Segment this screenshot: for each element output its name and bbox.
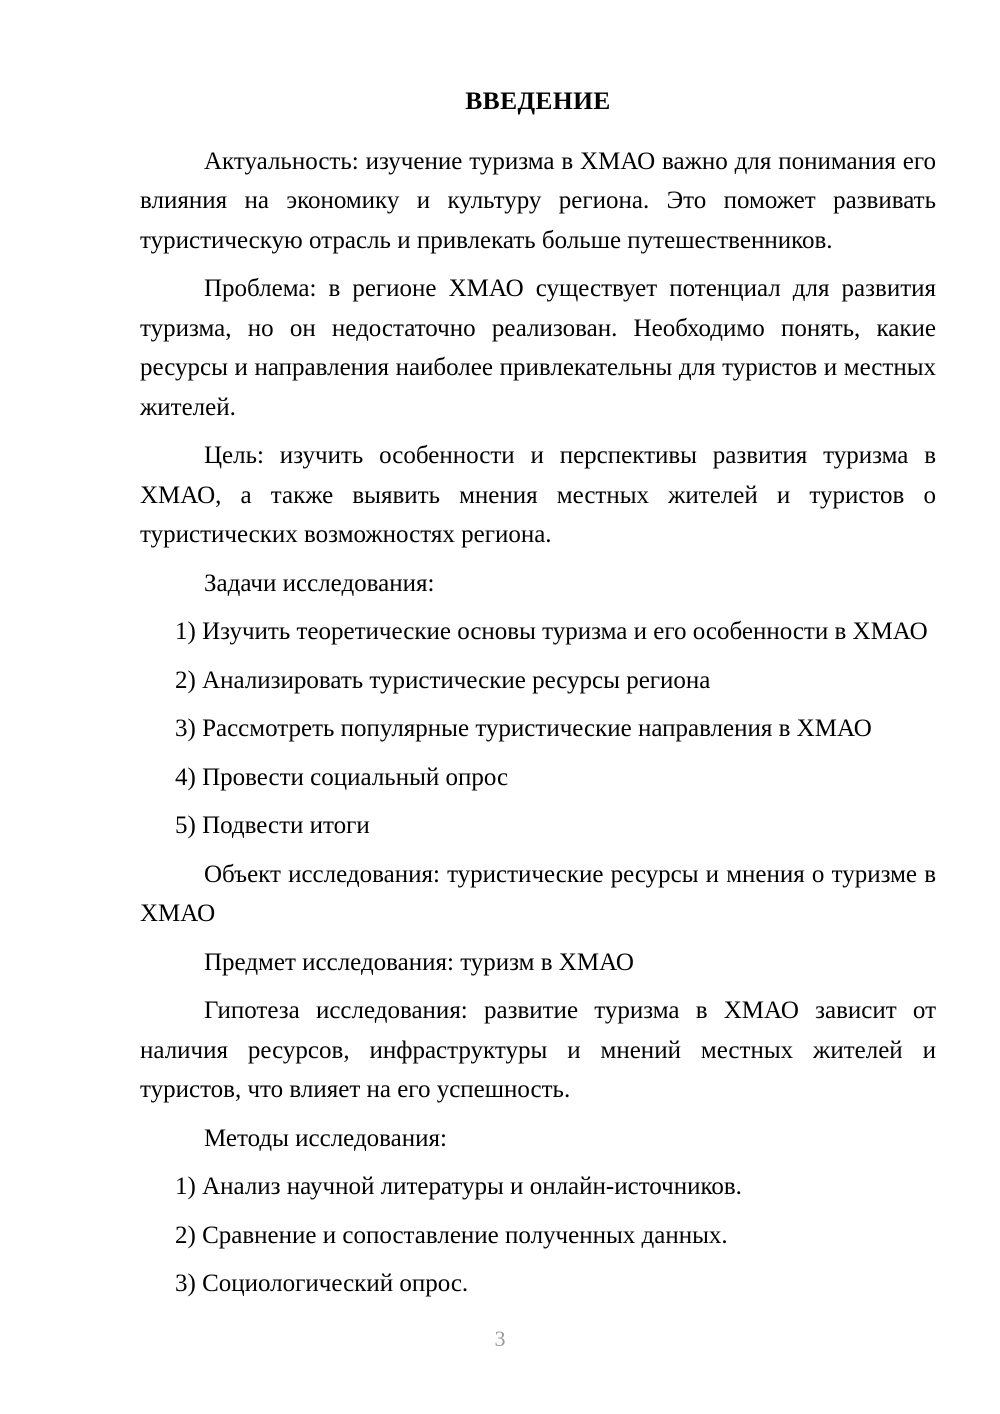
paragraph-hypothesis: Гипотеза исследования: развитие туризма в ХМАО зависит от наличия ресурсов, инфраструктуры и мнений местных жителей и туристов, что влияет на его успешность. (140, 997, 936, 1103)
methods-list (140, 1167, 936, 1304)
paragraph-problem: Проблема: в регионе ХМАО существует потенциал для развития туризма, но он недостаточно реализован. Необходимо понять, какие ресурсы и направления наиболее привлекательны для туристов и местных жителей. (140, 275, 936, 421)
list-item: 1) Анализ научной литературы и онлайн-источников. (175, 1173, 742, 1200)
list-item: 5) Подвести итоги (175, 812, 370, 839)
document-body (140, 88, 936, 1313)
list-item: 3) Социологический опрос. (175, 1270, 469, 1297)
paragraph-goal: Цель: изучить особенности и перспективы развития туризма в ХМАО, а также выявить мнения местных жителей и туристов о туристических возможностях региона. (140, 442, 936, 548)
page-number: 3 (494, 1326, 506, 1351)
list-item: 1) Изучить теоретические основы туризма и его особенности в ХМАО (175, 618, 928, 645)
list-item: 4) Провести социальный опрос (175, 763, 509, 791)
list-item: 2) Сравнение и сопоставление полученных данных. (175, 1221, 728, 1249)
tasks-heading: Задачи исследования: (204, 569, 435, 597)
paragraph-relevance: Актуальность: изучение туризма в ХМАО важно для понимания его влияния на экономику и культуру региона. Это поможет развивать туристическую отрасль и привлекать больше путешественников. (140, 147, 936, 254)
page-title: ВВЕДЕНИЕ (465, 86, 611, 115)
list-item: 3) Рассмотреть популярные туристические направления в ХМАО (175, 715, 872, 742)
methods-heading: Методы исследования: (204, 1124, 447, 1152)
paragraph-subject: Предмет исследования: туризм в ХМАО (204, 948, 634, 976)
list-item: 2) Анализировать туристические ресурсы региона (175, 666, 711, 694)
tasks-list (140, 612, 936, 846)
paragraph-object: Объект исследования: туристические ресурсы и мнения о туризме в ХМАО (140, 860, 936, 927)
